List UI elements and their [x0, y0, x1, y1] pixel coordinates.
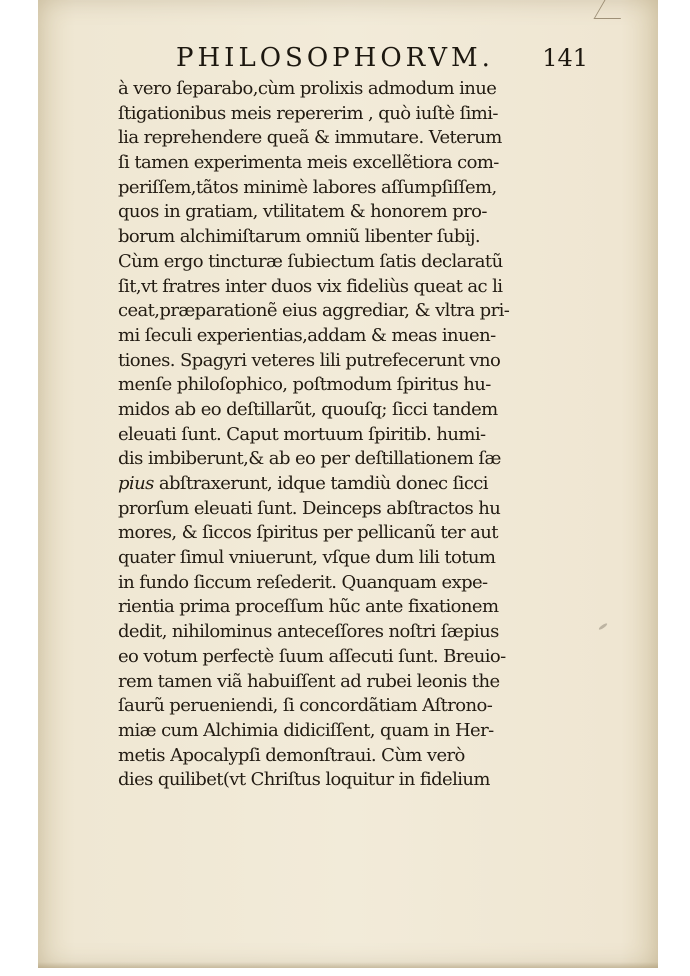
book-page: [38, 0, 658, 968]
text-line: dedit, nihilominus anteceſſores noſtri ſæpius: [118, 621, 499, 643]
text-line: dis imbiberunt,& ab eo per deſtillationem ſæ: [118, 448, 501, 470]
text-line: periſſem,tãtos minimè labores aſſumpſiſſem,: [118, 176, 497, 198]
line-remainder: abſtraxerunt, idque tamdiù donec ſicci: [153, 473, 488, 494]
text-line: lia reprehendere queã & immutare. Veterum: [118, 127, 502, 149]
text-line: ſit,vt fratres inter duos vix fideliùs queat ac li: [118, 275, 503, 297]
ink-speck: [598, 622, 608, 630]
text-line: eo votum perfectè ſuum aſſecuti ſunt. Breuio-: [118, 645, 506, 667]
text-line: ſi tamen experimenta meis excellẽtiora com-: [118, 152, 499, 174]
text-line: tiones. Spagyri veteres lili putrefecerunt vno: [118, 349, 501, 371]
text-line: ſtigationibus meis repererim , quò iuſtè ſimi-: [118, 102, 498, 124]
running-head-title: PHILOSOPHORVM.: [176, 43, 494, 73]
text-line: [118, 472, 563, 497]
text-line: rientia prima proceſſum hũc ante fixationem: [118, 596, 499, 618]
text-line: quater ſimul vniuerunt, vſque dum lili totum: [118, 547, 496, 569]
text-line: midos ab eo deſtillarũt, quouſq; ſicci tandem: [118, 398, 498, 420]
text-line: mi ſeculi experientias,addam & meas inuen-: [118, 324, 496, 346]
text-line: metis Apocalypſi demonſtraui. Cùm verò: [118, 744, 465, 766]
text-line: à vero ſeparabo,cùm prolixis admodum inue: [118, 78, 497, 99]
page-number: 141: [542, 44, 588, 72]
text-line: Cùm ergo tincturæ ſubiectum ſatis declaratũ: [118, 250, 503, 272]
text-line: rem tamen viã habuiſſent ad rubei leonis the: [118, 670, 500, 692]
text-line: in fundo ſiccum reſederit. Quanquam expe-: [118, 571, 488, 593]
body-text: [118, 77, 563, 793]
text-line: dies quilibet(vt Chriſtus loquitur in fidelium: [118, 769, 490, 791]
text-line: miæ cum Alchimia didiciſſent, quam in Her-: [118, 719, 494, 741]
text-line: borum alchimiſtarum omniũ libenter ſubij.: [118, 226, 481, 248]
text-line: mores, & ſiccos ſpiritus per pellicanũ ter aut: [118, 522, 498, 544]
italic-word: pius: [118, 473, 154, 494]
text-line: prorſum eleuati ſunt. Deinceps abſtractos hu: [118, 497, 501, 519]
page-corner-fold: [594, 0, 632, 19]
running-head: [138, 38, 588, 78]
text-line: ſaurũ perueniendi, ſi concordãtiam Aſtrono-: [118, 695, 493, 717]
text-line: ceat,præparationẽ eius aggrediar, & vltra pri-: [118, 300, 510, 322]
text-line: quos in gratiam, vtilitatem & honorem pro-: [118, 201, 487, 223]
text-line: menſe philoſophico, poſtmodum ſpiritus hu-: [118, 374, 491, 396]
text-line: eleuati ſunt. Caput mortuum ſpiritib. humi-: [118, 423, 486, 445]
